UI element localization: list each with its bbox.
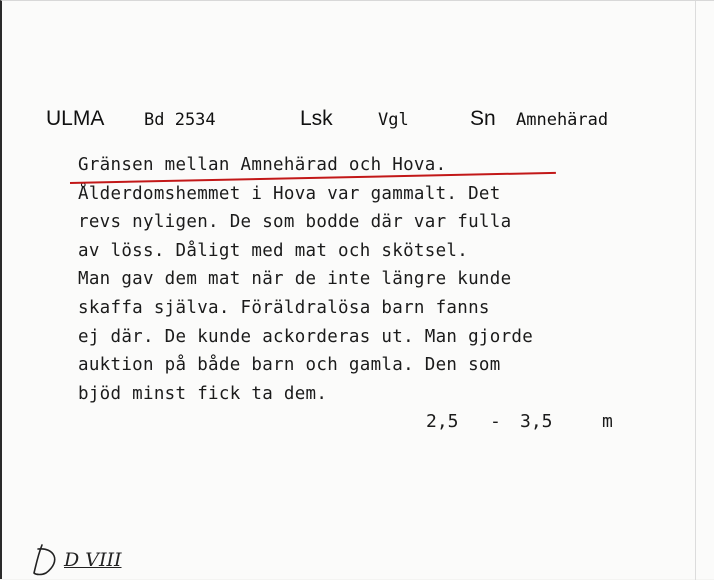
record-text xyxy=(78,151,533,408)
text-line: Ålderdomshemmet i Hova var gammalt. Det xyxy=(78,183,501,204)
archive-code: ULMA xyxy=(46,107,105,130)
text-line: auktion på både barn och gamla. Den som xyxy=(78,355,501,376)
text-line: av löss. Dåligt med mat och skötsel. xyxy=(78,240,469,261)
text-line: ej där. De kunde ackorderas ut. Man gjorde xyxy=(78,326,534,347)
record-title: Gränsen mellan Amnehärad och Hova. xyxy=(78,155,447,175)
text-line: Man gav dem mat när de inte längre kunde xyxy=(78,269,512,290)
text-line: revs nyligen. De som bodde där var fulla xyxy=(78,212,512,233)
text-line: bjöd minst fick ta dem. xyxy=(78,383,328,404)
handwritten-mark: D VIII xyxy=(64,549,122,571)
parish-label: Sn xyxy=(470,107,496,130)
volume-number: Bd 2534 xyxy=(144,110,216,130)
province-code: Vgl xyxy=(378,110,409,130)
county-code: Lsk xyxy=(300,107,333,130)
card-edge xyxy=(695,1,696,580)
text-line: skaffa själva. Föräldralösa barn fanns xyxy=(78,297,490,318)
measure-to: 3,5 xyxy=(520,411,553,432)
parish-name: Amnehärad xyxy=(516,110,609,130)
measure-unit: m xyxy=(602,411,613,432)
measure-from: 2,5 xyxy=(426,411,459,432)
measure-dash: - xyxy=(490,411,501,432)
